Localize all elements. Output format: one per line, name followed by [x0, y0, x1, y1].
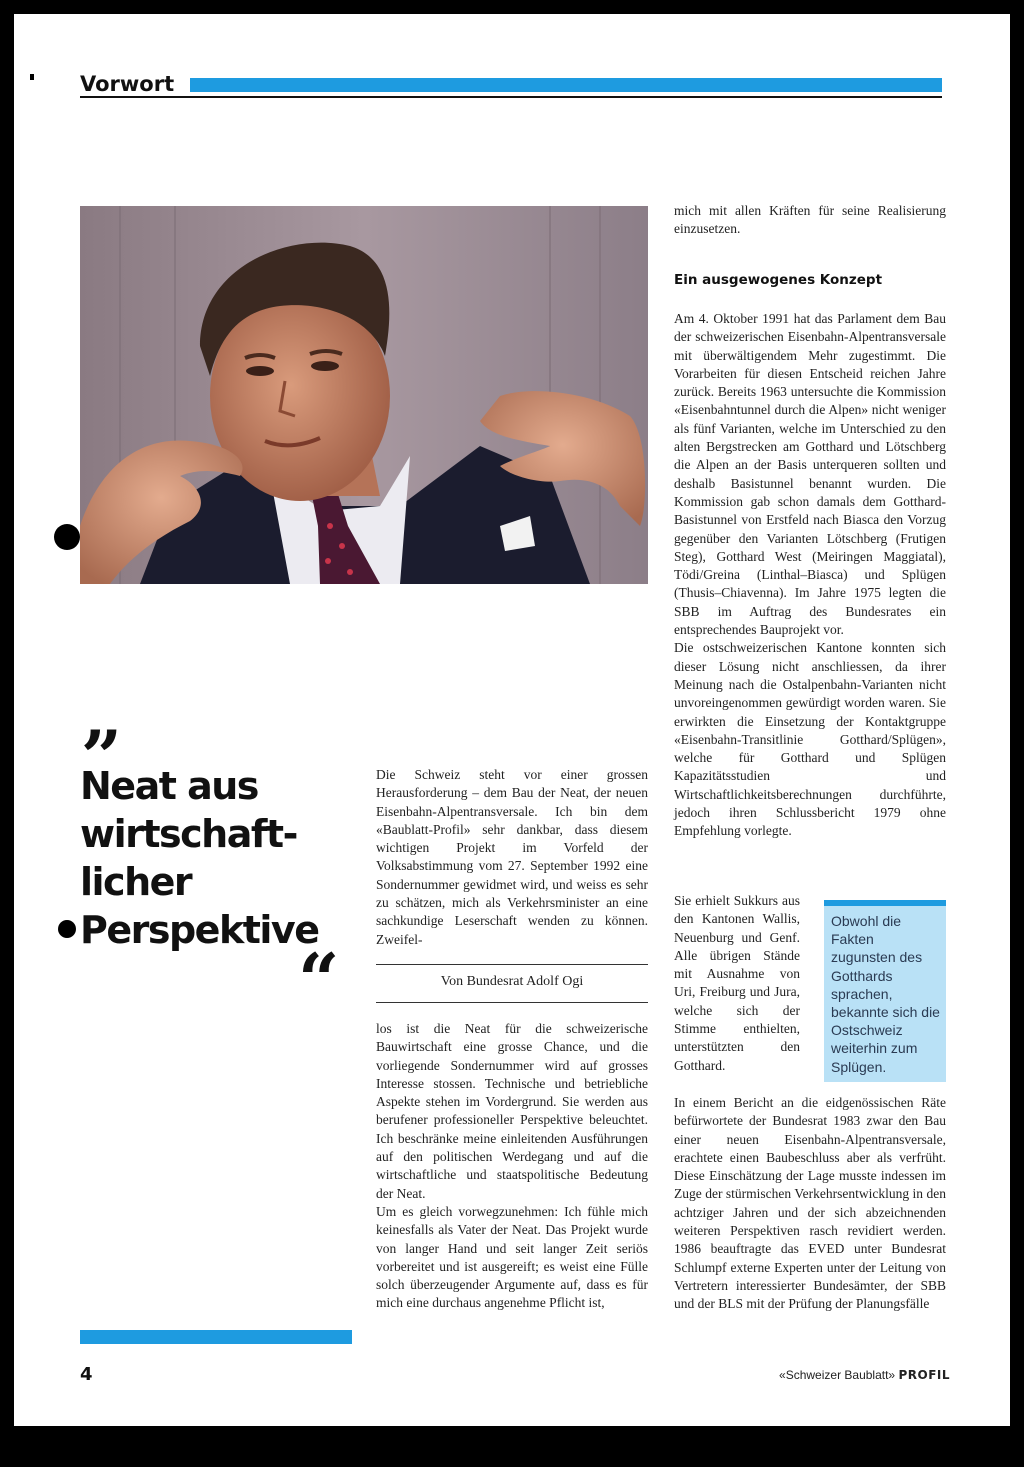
headline-line: wirtschaft-	[80, 812, 297, 856]
header-accent-bar	[190, 78, 942, 92]
paragraph: Am 4. Oktober 1991 hat das Parlament dem Bau der schweizerischen Eisenbahn-Alpentransversale mit überwältigendem Mehr zugestimmt. Die Vorarbeiten für diesen Entscheid reichen Jahre zurück. Bereits 1963 untersuchte die Kommission «Eisenbahntunnel durch die Alpen» nicht weniger als fünf Varianten, welche im Unterschied zu den alten Bergstrecken am Gotthard und Lötschberg die Alpen an der Basis unterqueren sollten und deshalb Basistunnel benannt wurden. Die Kommission gab schon damals dem Gotthard-Basistunnel von Erstfeld nach Biasca den Vorzug gegenüber den Varianten Lötschberg (Frutigen Steg), Gotthard West (Meiringen Maggiatal), Tödi/Greina (Linthal–Biasca) und Splügen (Thusis–Chiavenna). Im Jahre 1975 legten die SBB im Auftrag des Bundesrates ein entsprechendes Bauprojekt vor.	[674, 311, 946, 638]
body-column-2-top	[674, 202, 946, 239]
magazine-title: «Schweizer Baublatt»	[779, 1368, 896, 1382]
paragraph: los ist die Neat für die schweizerische Bauwirtschaft eine grosse Chance, und die vorliegende Sondernummer wird auf grosses Interesse stossen. Technische und betriebliche Aspekte stehen im Vordergrund. Sie werden aus berufener professioneller Perspektive beleuchtet. Ich beschränke meine einleitenden Ausführungen auf den politischen Werdegang und auf die wirtschaftliche und staatspolitische Bedeutung der Neat.	[376, 1021, 648, 1201]
paragraph: Die ostschweizerischen Kantone konnten sich dieser Lösung nicht anschliessen, da ihrer Meinung nach die Ostalpenbahn-Varianten nicht unvoreingenommen gewürdigt worden waren. Sie erwirkten die Einsetzung der Kontaktgruppe «Eisenbahn-Transitlinie Gotthard/Splügen», welche für Gotthard und Splügen Kapazitätsstudien und Wirtschaftlichkeitsberechnungen durchführte, jedoch ihren Schlussbericht 1979 ohne Empfehlung vorlegte.	[674, 640, 946, 839]
body-column-2-main	[674, 310, 946, 841]
pullquote-box: Obwohl die Fakten zugunsten des Gotthards sprachen, bekannte sich die Ostschweiz weiterhin zum Splügen.	[824, 900, 946, 1082]
opening-quote-mark: „	[82, 673, 124, 758]
headline-line: Neat aus	[80, 764, 258, 808]
closing-quote-mark: “	[298, 937, 340, 1022]
registration-mark	[30, 74, 34, 80]
headline	[80, 762, 380, 954]
subheading: Ein ausgewogenes Konzept	[674, 272, 883, 288]
section-label: Vorwort	[80, 72, 175, 96]
byline-rule-top	[376, 964, 648, 965]
body-column-2-narrow	[674, 892, 800, 1075]
page-number: 4	[80, 1364, 93, 1385]
header-rule	[80, 96, 942, 98]
byline: Von Bundesrat Adolf Ogi	[440, 974, 584, 989]
footer-accent-bar	[80, 1330, 352, 1344]
body-column-2-bottom	[674, 1094, 946, 1314]
body-column-1-intro	[376, 766, 648, 949]
paragraph: Sie erhielt Sukkurs aus den Kantonen Wallis, Neuenburg und Genf. Alle übrigen Stände mit Ausnahme von Uri, Freiburg und Jura, welche sich der Stimme enthielten, unterstützten den Gotthard.	[674, 893, 800, 1073]
page	[14, 14, 1010, 1426]
magazine-suffix: PROFIL	[898, 1368, 950, 1382]
paragraph: mich mit allen Kräften für seine Realisierung einzusetzen.	[674, 203, 946, 237]
headline-bullet-dot	[58, 920, 76, 938]
body-column-1-continued	[376, 1020, 648, 1313]
magazine-name	[714, 1368, 950, 1382]
paragraph: Um es gleich vorwegzunehmen: Ich fühle mich keinesfalls als Vater der Neat. Das Projekt wurde von langer Hand und seit langer Zeit seriös vorbereitet und ist ausgereift; es weist eine Fülle solch überzeugender Argumente auf, dass es für mich eine durchaus angenehme Pflicht ist,	[376, 1203, 648, 1311]
headline-line: Perspektive	[80, 908, 319, 952]
headline-line: licher	[80, 860, 192, 904]
paragraph: Die Schweiz steht vor einer grossen Herausforderung – dem Bau der Neat, der neuen Eisenbahn-Alpentransversale. Ich bin dem «Baublatt-Profil» sehr dankbar, dass diesem wichtigen Projekt im Vorfeld der Volksabstimmung vom 27. September 1992 eine Sondernummer gewidmet wird, und weiss es sehr zu schätzen, mich als Verkehrsminister an eine sachkundige Leserschaft wenden zu können. Zweifel-	[376, 767, 648, 947]
paragraph: In einem Bericht an die eidgenössischen Räte befürwortete der Bundesrat 1983 zwar den Bau einer neuen Eisenbahn-Alpentransversale, erachtete einen Baubeschluss aber als verfrüht. Diese Einschätzung der Lage musste indessen im Zuge der stürmischen Verkehrsentwicklung in den achtziger Jahren und der sich abzeichnenden weiteren Perspektiven rasch revidiert werden. 1986 beauftragte das EVED unter Bundesrat Schlumpf externe Experten unter der Leitung von Vertretern interessierter Bundesämter, der SBB und der BLS mit der Prüfung der Planungsfälle	[674, 1095, 946, 1312]
bullet-dot	[54, 524, 80, 550]
byline-rule-bottom	[376, 1002, 648, 1003]
portrait-photo	[80, 206, 648, 584]
